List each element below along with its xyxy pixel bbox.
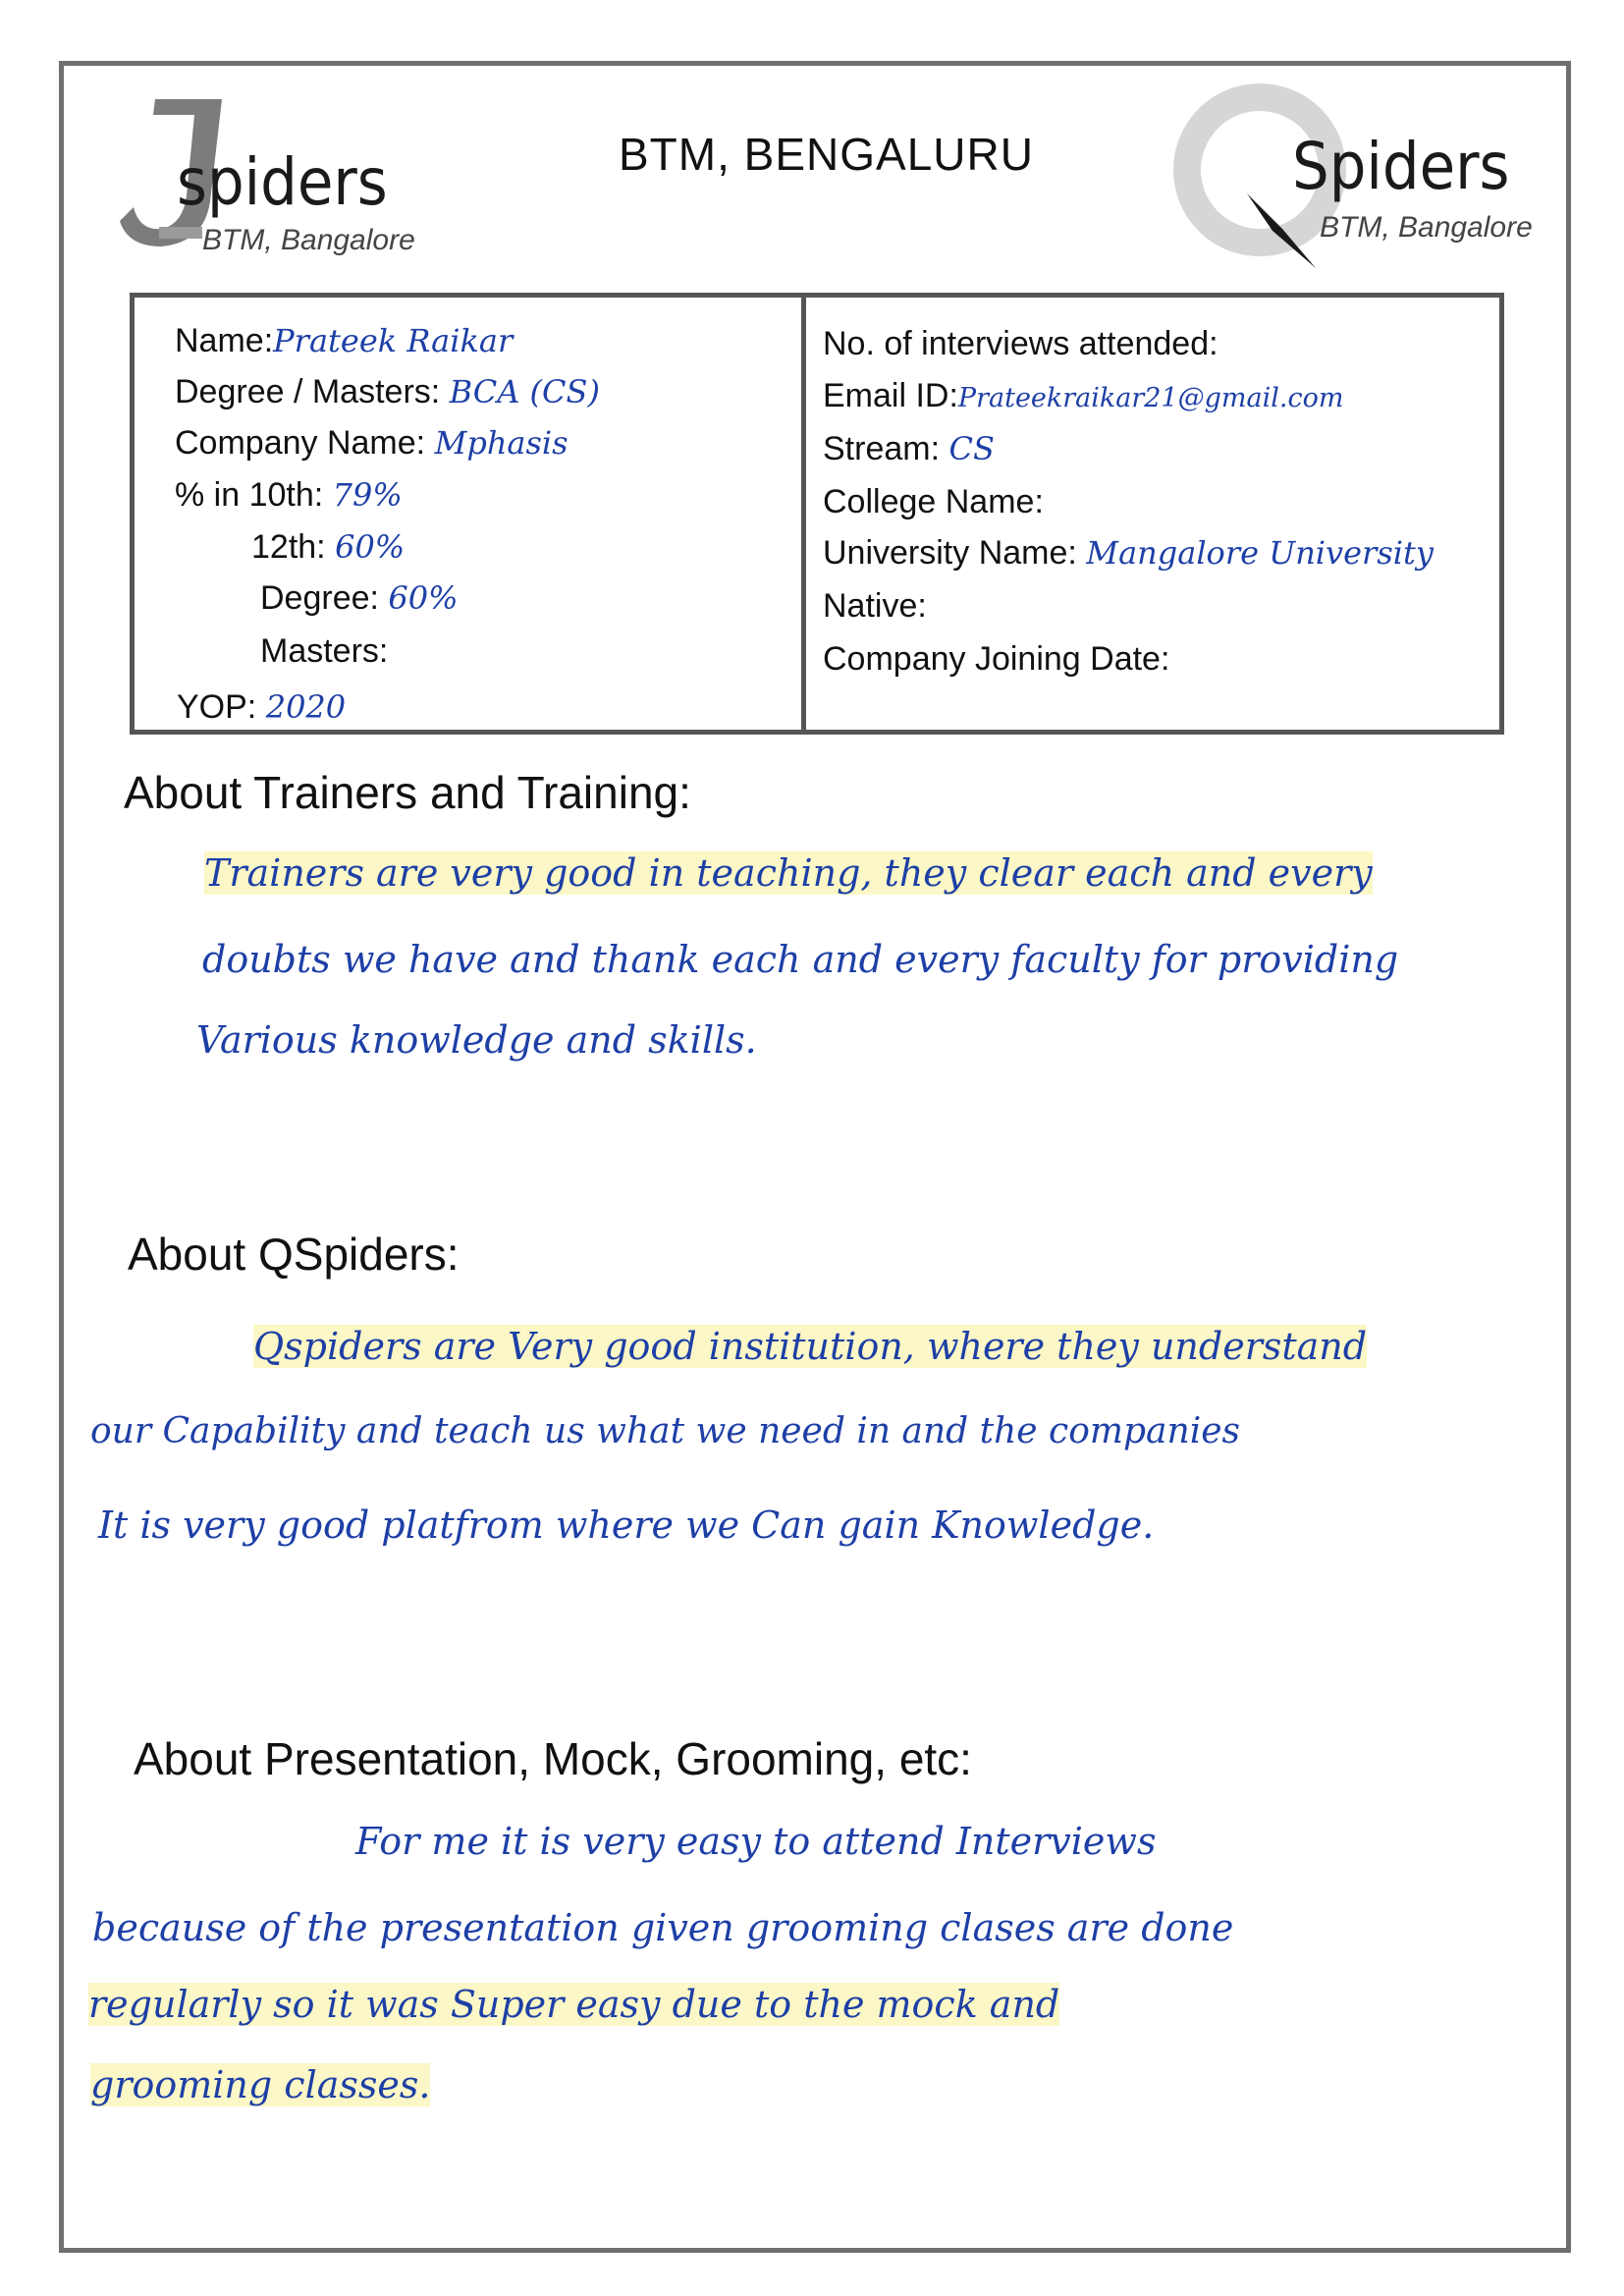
interviews-label: No. of interviews attended:: [823, 325, 1218, 362]
qspiders-section-title: About QSpiders:: [128, 1229, 460, 1280]
company-field: [175, 426, 568, 460]
trainers-line: Trainers are very good in teaching, they clear each and every: [204, 851, 1373, 895]
tenth-label: % in 10th:: [175, 476, 324, 514]
email-label: Email ID:: [823, 377, 958, 414]
twelfth-label: 12th:: [251, 528, 326, 566]
stream-label: Stream:: [823, 430, 941, 467]
qspiders-line: our Capability and teach us what we need in and the companies: [90, 1411, 1240, 1451]
company-label: Company Name:: [175, 424, 426, 462]
university-field: [823, 536, 1434, 570]
degree-label: Degree / Masters:: [175, 373, 441, 410]
twelfth-field: [251, 530, 405, 564]
degree-percent-field: [260, 581, 459, 615]
page-title: BTM, BENGALURU: [619, 129, 1034, 180]
jspiders-word: spiders: [177, 144, 388, 220]
joining-date-label: Company Joining Date:: [823, 640, 1170, 678]
yop-label: YOP:: [177, 688, 257, 726]
company-value: Mphasis: [434, 424, 568, 462]
university-label: University Name:: [823, 534, 1077, 572]
trainers-line: doubts we have and thank each and every faculty for providing: [202, 938, 1399, 981]
tenth-value: 79%: [332, 476, 403, 514]
tenth-field: [175, 478, 403, 512]
presentation-line: For me it is very easy to attend Interviews: [355, 1820, 1157, 1863]
stream-field: [823, 432, 995, 465]
degree-field: [175, 375, 600, 409]
yop-value: 2020: [265, 688, 347, 726]
qspiders-word: Spiders: [1292, 129, 1510, 204]
native-label: Native:: [823, 587, 927, 625]
masters-field: [260, 634, 388, 668]
qspiders-line: It is very good platfrom where we Can gain Knowledge.: [98, 1503, 1155, 1547]
qspiders-line: Qspiders are Very good institution, where they understand: [253, 1325, 1368, 1368]
university-value: Mangalore University: [1086, 534, 1434, 572]
twelfth-value: 60%: [335, 528, 406, 566]
email-value: Prateekraikar21@gmail.com: [957, 383, 1344, 413]
trainers-section-title: About Trainers and Training:: [124, 767, 691, 818]
yop-field: [177, 690, 346, 724]
masters-label: Masters:: [260, 632, 389, 670]
presentation-line: grooming classes.: [90, 2063, 431, 2106]
name-label: Name:: [175, 322, 274, 359]
name-value: Prateek Raikar: [273, 322, 514, 359]
college-field: [823, 485, 1044, 519]
name-field: [175, 324, 513, 357]
jspiders-location: BTM, Bangalore: [202, 224, 415, 256]
interviews-field: [823, 327, 1218, 360]
college-label: College Name:: [823, 483, 1044, 520]
degree-percent-label: Degree:: [260, 579, 379, 617]
qspiders-logo: [1157, 83, 1569, 280]
joining-date-field: [823, 642, 1169, 676]
presentation-line: regularly so it was Super easy due to the mock and: [88, 1983, 1060, 2026]
stream-value: CS: [948, 430, 995, 467]
jspiders-logo: [116, 93, 440, 265]
presentation-line: because of the presentation given grooming clases are done: [92, 1906, 1234, 1949]
info-box-divider: [801, 298, 806, 730]
native-field: [823, 589, 927, 623]
degree-percent-value: 60%: [388, 579, 459, 617]
qspiders-location: BTM, Bangalore: [1320, 211, 1533, 244]
email-field: [823, 379, 1343, 412]
degree-value: BCA (CS): [449, 373, 600, 410]
trainers-line: Various knowledge and skills.: [196, 1018, 757, 1062]
presentation-section-title: About Presentation, Mock, Grooming, etc:: [134, 1733, 972, 1784]
